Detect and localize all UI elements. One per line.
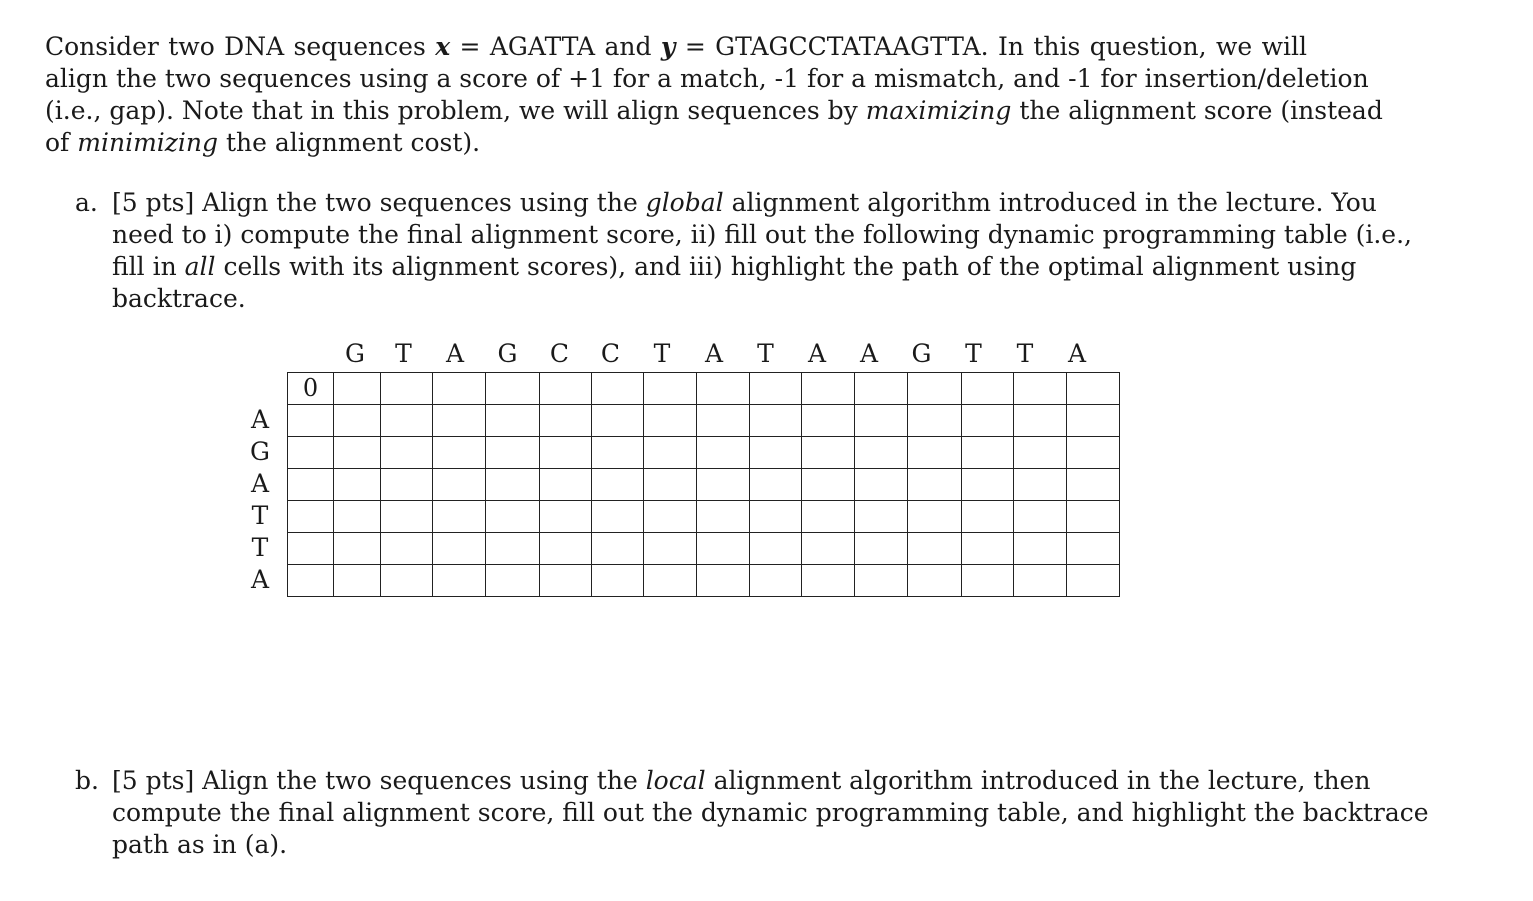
column-header: A	[859, 339, 879, 368]
column-header: T	[1016, 339, 1034, 368]
dp-cell[interactable]	[592, 373, 644, 405]
dp-cell[interactable]	[433, 565, 486, 597]
dp-cell[interactable]	[592, 565, 644, 597]
dp-cell[interactable]	[908, 469, 962, 501]
dp-cell[interactable]	[644, 405, 697, 437]
intro-line-1: Consider two DNA sequences x = AGATTA and y = GTAGCCTATAAGTTA. In this question, we will	[45, 32, 1307, 61]
dp-cell[interactable]	[288, 533, 334, 565]
dp-cell[interactable]	[1067, 437, 1120, 469]
dp-table	[287, 372, 1120, 597]
dp-cell[interactable]	[1014, 533, 1067, 565]
dp-cell[interactable]	[1014, 373, 1067, 405]
dp-cell[interactable]	[908, 565, 962, 597]
dp-cell[interactable]	[486, 405, 540, 437]
column-header: T	[757, 339, 774, 368]
table-row	[288, 469, 1120, 501]
dp-cell[interactable]	[288, 501, 334, 533]
dp-cell[interactable]	[750, 373, 802, 405]
dp-origin-cell[interactable]: 0	[288, 373, 334, 405]
column-header: A	[445, 339, 465, 368]
dp-cell[interactable]	[644, 437, 697, 469]
dp-cell[interactable]	[1067, 501, 1120, 533]
table-row	[288, 405, 1120, 437]
dp-cell[interactable]	[697, 501, 750, 533]
dp-cell[interactable]	[855, 501, 908, 533]
row-header: A	[250, 405, 270, 434]
dp-cell[interactable]	[855, 405, 908, 437]
dp-cell[interactable]	[592, 501, 644, 533]
column-header: C	[600, 339, 621, 368]
dp-cell[interactable]	[855, 373, 908, 405]
dp-cell[interactable]	[334, 373, 381, 405]
dp-cell[interactable]	[908, 405, 962, 437]
dp-cell[interactable]	[802, 501, 855, 533]
dp-cell[interactable]	[540, 533, 592, 565]
dp-cell[interactable]	[1014, 565, 1067, 597]
table-row	[288, 373, 1120, 405]
dp-cell[interactable]	[1067, 533, 1120, 565]
column-header: A	[704, 339, 724, 368]
table-row	[288, 533, 1120, 565]
dp-cell[interactable]	[381, 501, 433, 533]
row-header: T	[251, 501, 269, 530]
dp-cell[interactable]	[433, 373, 486, 405]
dp-cell[interactable]	[855, 469, 908, 501]
column-header: G	[497, 339, 518, 368]
dp-cell[interactable]	[334, 501, 381, 533]
dp-cell[interactable]	[750, 405, 802, 437]
dp-cell[interactable]	[381, 373, 433, 405]
dp-cell[interactable]	[908, 373, 962, 405]
dp-cell[interactable]	[592, 437, 644, 469]
dp-cell[interactable]	[962, 405, 1014, 437]
column-header: A	[807, 339, 827, 368]
dp-cell[interactable]	[433, 437, 486, 469]
dp-cell[interactable]	[802, 373, 855, 405]
dp-cell[interactable]	[855, 565, 908, 597]
dp-cell[interactable]	[540, 405, 592, 437]
dp-cell[interactable]	[288, 469, 334, 501]
dp-cell[interactable]	[381, 405, 433, 437]
column-header: G	[345, 339, 365, 368]
table-row	[288, 437, 1120, 469]
dp-cell[interactable]	[288, 405, 334, 437]
dp-cell[interactable]	[697, 469, 750, 501]
row-header: A	[250, 565, 270, 594]
dp-cell[interactable]	[962, 469, 1014, 501]
dp-cell[interactable]	[1014, 501, 1067, 533]
dp-cell[interactable]	[697, 565, 750, 597]
dp-cell[interactable]	[750, 501, 802, 533]
dp-cell[interactable]	[486, 533, 540, 565]
dp-cell[interactable]	[334, 533, 381, 565]
dp-cell[interactable]	[433, 501, 486, 533]
dp-cell[interactable]	[381, 565, 433, 597]
intro-paragraph	[45, 31, 1383, 159]
question-part-a	[75, 187, 1412, 315]
column-header: C	[549, 339, 570, 368]
dp-cell[interactable]	[1067, 469, 1120, 501]
part-b-text: [5 pts] Align the two sequences using the local alignment algorithm introduced in the lecture, then compute the final alignment score, fill out the dynamic programming table, and highlight the backtrace path as in (a).	[112, 766, 1429, 859]
dp-cell[interactable]	[802, 565, 855, 597]
dp-cell[interactable]	[433, 469, 486, 501]
dp-cell[interactable]	[433, 533, 486, 565]
dp-cell[interactable]	[962, 373, 1014, 405]
row-header: G	[250, 437, 270, 466]
dp-cell[interactable]	[644, 373, 697, 405]
dp-cell[interactable]	[750, 565, 802, 597]
dp-cell[interactable]	[334, 405, 381, 437]
dp-cell[interactable]	[592, 405, 644, 437]
dp-cell[interactable]	[962, 533, 1014, 565]
dp-cell[interactable]	[697, 533, 750, 565]
dp-cell[interactable]	[381, 533, 433, 565]
question-part-b	[75, 765, 1429, 861]
dp-cell[interactable]	[855, 437, 908, 469]
dp-cell[interactable]	[750, 533, 802, 565]
dp-cell[interactable]	[288, 437, 334, 469]
dp-cell[interactable]	[802, 533, 855, 565]
dp-cell[interactable]	[697, 405, 750, 437]
dp-cell[interactable]	[644, 469, 697, 501]
dp-cell[interactable]	[750, 437, 802, 469]
dp-cell[interactable]	[381, 437, 433, 469]
part-b-label: b.	[75, 766, 99, 795]
dp-cell[interactable]	[540, 565, 592, 597]
dp-cell[interactable]	[802, 469, 855, 501]
intro-line-2: align the two sequences using a score of +1 for a match, -1 for a mismatch, and -1 for insertion/deletion	[45, 64, 1369, 93]
part-a-text: [5 pts] Align the two sequences using the global alignment algorithm introduced in the lecture. You need to i) compute the final alignment score, ii) fill out the following dynamic programming table (i.e., fill in all cells with its alignment scores), and iii) highlight the path of the optimal alignment using backtrace.	[112, 188, 1412, 313]
dp-cell[interactable]	[802, 437, 855, 469]
dp-cell[interactable]	[962, 437, 1014, 469]
dp-cell[interactable]	[592, 469, 644, 501]
table-row	[288, 501, 1120, 533]
dp-cell[interactable]	[540, 373, 592, 405]
intro-line-3: (i.e., gap). Note that in this problem, we will align sequences by maximizing the alignment score (instead	[45, 96, 1383, 125]
intro-line-4: of minimizing the alignment cost).	[45, 128, 481, 157]
dp-cell[interactable]	[962, 501, 1014, 533]
dp-cell[interactable]	[486, 501, 540, 533]
dp-cell[interactable]	[644, 533, 697, 565]
table-row	[288, 565, 1120, 597]
dp-cell[interactable]	[750, 469, 802, 501]
dp-cell[interactable]	[592, 533, 644, 565]
dp-cell[interactable]	[540, 501, 592, 533]
part-a-label: a.	[75, 188, 98, 217]
dp-cell[interactable]	[381, 469, 433, 501]
dp-cell[interactable]	[540, 469, 592, 501]
column-header: T	[395, 339, 412, 368]
dp-cell[interactable]	[334, 565, 381, 597]
column-header: T	[653, 339, 671, 368]
dp-cell[interactable]	[855, 533, 908, 565]
dp-cell[interactable]	[908, 501, 962, 533]
dp-cell[interactable]	[334, 437, 381, 469]
dp-cell[interactable]	[1014, 469, 1067, 501]
dp-cell[interactable]	[1014, 437, 1067, 469]
column-header: T	[965, 339, 982, 368]
dp-cell[interactable]	[486, 565, 540, 597]
dp-cell[interactable]	[433, 405, 486, 437]
dp-cell[interactable]	[540, 437, 592, 469]
dp-cell[interactable]	[334, 469, 381, 501]
dp-cell[interactable]	[644, 565, 697, 597]
dp-cell[interactable]	[1067, 565, 1120, 597]
dp-cell[interactable]	[486, 373, 540, 405]
dp-cell[interactable]	[908, 533, 962, 565]
dp-cell[interactable]	[802, 405, 855, 437]
dp-cell[interactable]	[962, 565, 1014, 597]
dp-cell[interactable]	[908, 437, 962, 469]
dp-cell[interactable]	[1067, 373, 1120, 405]
dp-cell[interactable]	[1067, 405, 1120, 437]
dp-cell[interactable]	[486, 469, 540, 501]
column-header: G	[911, 339, 932, 368]
dp-cell[interactable]	[697, 437, 750, 469]
dp-cell[interactable]	[486, 437, 540, 469]
row-header: A	[250, 469, 270, 498]
dp-cell[interactable]	[644, 501, 697, 533]
dp-cell[interactable]	[1014, 405, 1067, 437]
dp-cell[interactable]	[697, 373, 750, 405]
row-header: T	[251, 533, 269, 562]
column-header: A	[1067, 339, 1087, 368]
dp-cell[interactable]	[288, 565, 334, 597]
